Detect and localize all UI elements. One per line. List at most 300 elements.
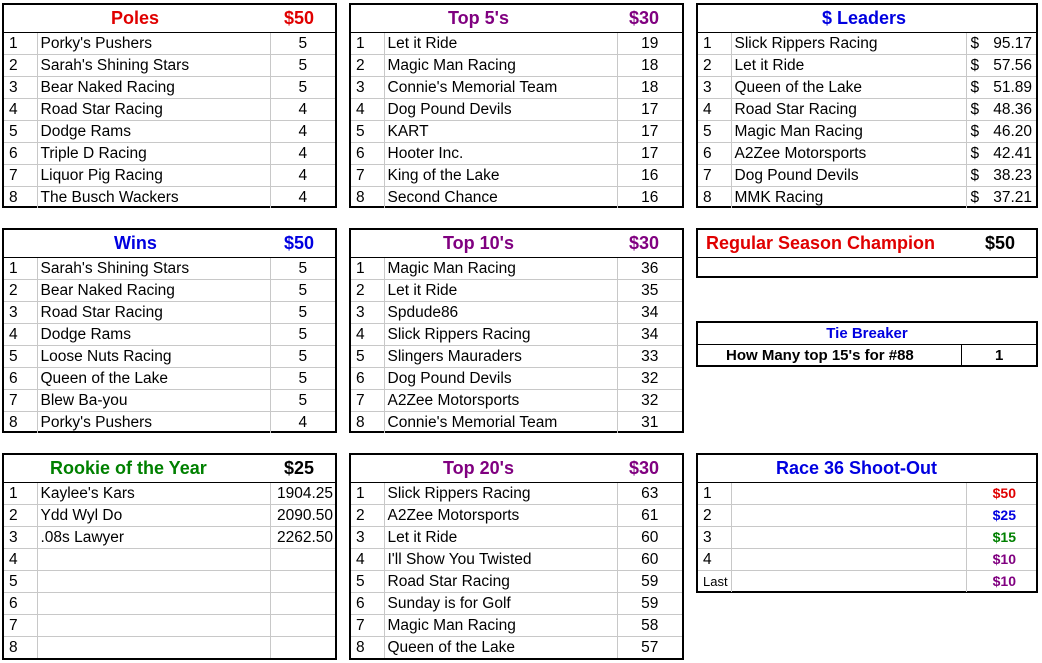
amount-value: 57.56 [993,57,1032,74]
rank-cell: 7 [351,165,384,187]
top10-title: Top 10's [443,233,514,253]
rank-cell: 3 [351,77,384,99]
table-row [698,483,1036,505]
count-cell: 16 [641,189,659,206]
team-name-cell[interactable] [37,571,270,593]
team-name-cell[interactable]: Dog Pound Devils [384,99,617,121]
rank-cell: 8 [698,187,731,209]
count-cell: 5 [270,346,335,368]
amount-value: 37.21 [993,189,1032,206]
rank-cell: 8 [4,412,37,434]
count-cell: 59 [617,593,682,615]
rank-cell: 2 [351,280,384,302]
team-name-cell[interactable]: The Busch Wackers [37,187,270,209]
score-cell[interactable] [270,549,335,571]
dollar-sign: $ [970,189,980,206]
team-name-cell[interactable]: Magic Man Racing [384,55,617,77]
table-row [698,77,1036,99]
count-cell: 4 [270,143,335,165]
champion-entry-cell[interactable] [698,258,1036,277]
amount-cell [966,187,1036,209]
leaders-table [698,33,1036,208]
top5-panel [349,3,684,208]
score-cell[interactable]: 2262.50 [270,527,335,549]
count-cell: 4 [270,165,335,187]
rank-cell: 2 [698,55,731,77]
team-name-cell[interactable]: MMK Racing [731,187,966,209]
poles-title: Poles [111,8,160,28]
team-name-cell[interactable] [37,593,270,615]
count-cell: 5 [270,390,335,412]
table-row [698,99,1036,121]
amount-value: 51.89 [993,79,1032,96]
count-cell: 5 [270,280,335,302]
rank-cell: 4 [4,549,37,571]
rank-cell: 5 [4,571,37,593]
team-name-cell[interactable]: Road Star Racing [731,99,966,121]
rank-cell: 5 [4,346,37,368]
team-name-cell[interactable]: Magic Man Racing [731,121,966,143]
table-row [4,121,335,143]
table-row [4,593,335,615]
table-row [351,143,682,165]
count-cell: 19 [617,33,682,55]
team-name-cell[interactable]: A2Zee Motorsports [731,143,966,165]
table-row [351,346,682,368]
team-name-cell[interactable]: Spdude86 [384,302,617,324]
count-cell: 32 [617,368,682,390]
leaders-header [698,5,1036,33]
count-cell: 17 [617,121,682,143]
table-row [351,187,682,209]
amount-cell [966,165,1036,187]
team-name-cell[interactable] [731,571,966,593]
team-name-cell[interactable]: KART [384,121,617,143]
rank-cell: 4 [351,549,384,571]
table-row [4,549,335,571]
rank-cell: 5 [4,121,37,143]
team-name-cell[interactable] [731,527,966,549]
table-row [351,121,682,143]
rookie-prize: $25 [284,458,315,478]
team-name-cell[interactable]: Dog Pound Devils [384,368,617,390]
dollar-sign: $ [970,123,980,140]
top10-table [351,258,682,433]
rank-cell: 5 [351,121,384,143]
rank-cell: 4 [351,99,384,121]
table-row [4,77,335,99]
dollar-sign: $ [970,167,980,184]
top5-table [351,33,682,208]
count-cell: 57 [641,639,659,656]
rank-cell: 1 [4,33,37,55]
wins-panel [2,228,337,433]
top5-prize: $30 [629,8,660,28]
table-row [4,280,335,302]
table-row [351,593,682,615]
rank-cell: 1 [698,483,731,505]
table-row [698,571,1036,593]
rank-cell: 6 [4,368,37,390]
table-row [4,99,335,121]
rank-cell: 7 [4,390,37,412]
table-row [351,505,682,527]
team-name-cell[interactable]: Let it Ride [384,33,617,55]
shootout-table [698,483,1036,592]
rank-cell: 6 [351,368,384,390]
prize-cell: $15 [966,527,1036,549]
rank-cell: 3 [698,77,731,99]
top20-prize: $30 [629,458,660,478]
rank-cell: 7 [4,165,37,187]
count-cell: 4 [270,121,335,143]
rank-cell: 4 [4,99,37,121]
dollar-sign: $ [970,101,980,118]
table-row [4,412,335,434]
rank-cell: 3 [4,302,37,324]
count-cell: 17 [617,143,682,165]
count-cell: 31 [641,414,659,431]
score-cell[interactable]: 1904.25 [270,483,335,505]
count-cell: 61 [617,505,682,527]
count-cell: 58 [617,615,682,637]
count-cell: 36 [617,258,682,280]
table-row [4,483,335,505]
table-row [698,505,1036,527]
rank-cell: 8 [351,637,384,659]
count-cell: 32 [617,390,682,412]
count-cell: 18 [617,77,682,99]
tiebreaker-answer[interactable]: 1 [995,347,1004,364]
team-name-cell[interactable]: Ydd Wyl Do [37,505,270,527]
amount-value: 95.17 [993,35,1032,52]
team-name-cell[interactable]: Road Star Racing [37,99,270,121]
rank-cell: 4 [698,99,731,121]
rank-cell: 2 [351,505,384,527]
tiebreaker-title: Tie Breaker [698,323,1036,345]
team-name-cell[interactable]: Let it Ride [384,527,617,549]
table-row [4,368,335,390]
poles-panel [2,3,337,208]
count-cell: 35 [617,280,682,302]
count-cell: 4 [298,189,308,206]
top20-table [351,483,682,658]
team-name-cell[interactable]: Sunday is for Golf [384,593,617,615]
count-cell: 17 [617,99,682,121]
rookie-table [4,483,335,658]
prize-cell: $10 [966,549,1036,571]
rank-cell: 1 [4,258,37,280]
prize-cell: $25 [966,505,1036,527]
team-name-cell[interactable]: Porky's Pushers [37,412,270,434]
prize-cell: $50 [966,483,1036,505]
rookie-panel [2,453,337,660]
rank-cell: 4 [698,549,731,571]
rank-cell: 8 [351,412,384,434]
poles-header [4,5,335,33]
rank-cell: 7 [698,165,731,187]
amount-cell [966,121,1036,143]
rank-cell: Last [698,571,731,593]
amount-cell [966,33,1036,55]
count-cell: 4 [298,414,308,431]
rank-cell: 2 [698,505,731,527]
dollar-sign: $ [970,57,980,74]
rank-cell: 2 [4,55,37,77]
score-cell[interactable] [270,593,335,615]
team-name-cell[interactable]: Second Chance [384,187,617,209]
rank-cell: 2 [4,505,37,527]
team-name-cell[interactable]: Slingers Mauraders [384,346,617,368]
rank-cell: 6 [4,593,37,615]
poles-table [4,33,335,208]
tiebreaker-question: How Many top 15's for #88 [726,347,914,364]
table-row [351,615,682,637]
table-row [698,55,1036,77]
amount-cell [966,55,1036,77]
count-cell: 5 [270,258,335,280]
team-name-cell[interactable]: Connie's Memorial Team [384,412,617,434]
team-name-cell[interactable]: .08s Lawyer [37,527,270,549]
team-name-cell[interactable]: Blew Ba-you [37,390,270,412]
count-cell: 5 [270,368,335,390]
tiebreaker-panel [696,321,1038,367]
team-name-cell[interactable] [37,615,270,637]
leaders-panel [696,3,1038,208]
table-row [4,258,335,280]
team-name-cell[interactable]: Dodge Rams [37,324,270,346]
rank-cell: 6 [4,143,37,165]
team-name-cell[interactable]: Dodge Rams [37,121,270,143]
table-row [351,302,682,324]
champion-panel [696,228,1038,278]
rookie-title: Rookie of the Year [50,458,207,478]
rank-cell: 8 [351,187,384,209]
team-name-cell[interactable]: Slick Rippers Racing [731,33,966,55]
team-name-cell[interactable] [37,549,270,571]
team-name-cell[interactable]: I'll Show You Twisted [384,549,617,571]
table-row [698,549,1036,571]
team-name-cell[interactable]: King of the Lake [384,165,617,187]
rank-cell: 4 [351,324,384,346]
top10-panel [349,228,684,433]
top5-header [351,5,682,33]
team-name-cell[interactable] [731,483,966,505]
table-row [4,55,335,77]
rank-cell: 4 [4,324,37,346]
team-name-cell[interactable]: Road Star Racing [384,571,617,593]
table-row [4,187,335,209]
count-cell: 5 [270,55,335,77]
count-cell: 16 [617,165,682,187]
table-row [698,165,1036,187]
rank-cell: 1 [4,483,37,505]
team-name-cell[interactable]: Dog Pound Devils [731,165,966,187]
table-row [4,390,335,412]
table-row [351,549,682,571]
amount-cell [966,143,1036,165]
team-name-cell[interactable]: Slick Rippers Racing [384,324,617,346]
table-row [351,324,682,346]
table-row [698,121,1036,143]
rank-cell: 1 [351,258,384,280]
count-cell: 34 [617,302,682,324]
shootout-title: Race 36 Shoot-Out [776,458,938,478]
team-name-cell[interactable]: A2Zee Motorsports [384,505,617,527]
table-row [351,99,682,121]
amount-cell [966,99,1036,121]
top10-prize: $30 [629,233,660,253]
table-row [351,390,682,412]
table-row [698,33,1036,55]
dollar-sign: $ [970,79,980,96]
team-name-cell[interactable] [731,549,966,571]
rank-cell: 2 [4,280,37,302]
rank-cell: 7 [351,615,384,637]
table-row [351,55,682,77]
rank-cell: 1 [351,483,384,505]
wins-table [4,258,335,433]
rank-cell: 5 [351,571,384,593]
team-name-cell[interactable]: Slick Rippers Racing [384,483,617,505]
table-row [698,187,1036,209]
rookie-header [4,455,335,483]
wins-title: Wins [114,233,157,253]
count-cell: 5 [270,324,335,346]
count-cell: 60 [617,549,682,571]
table-row [351,258,682,280]
team-name-cell[interactable]: Let it Ride [384,280,617,302]
team-name-cell[interactable]: Bear Naked Racing [37,77,270,99]
team-name-cell[interactable]: Magic Man Racing [384,258,617,280]
count-cell: 4 [270,99,335,121]
table-row [698,143,1036,165]
team-name-cell[interactable] [731,505,966,527]
table-row [351,33,682,55]
team-name-cell[interactable]: Loose Nuts Racing [37,346,270,368]
team-name-cell[interactable]: Queen of the Lake [731,77,966,99]
count-cell: 63 [617,483,682,505]
wins-header [4,230,335,258]
table-row [4,165,335,187]
top5-title: Top 5's [448,8,509,28]
top20-header [351,455,682,483]
rank-cell: 8 [4,187,37,209]
table-row [4,615,335,637]
team-name-cell[interactable]: Queen of the Lake [384,637,617,659]
team-name-cell[interactable]: Let it Ride [731,55,966,77]
team-name-cell[interactable] [37,637,270,659]
wins-prize: $50 [284,233,315,253]
table-row [4,527,335,549]
team-name-cell[interactable]: Road Star Racing [37,302,270,324]
table-row [351,637,682,659]
rank-cell: 7 [4,615,37,637]
champion-prize: $50 [985,233,1016,253]
amount-value: 38.23 [993,167,1032,184]
table-row [351,527,682,549]
champion-title: Regular Season Champion [706,233,936,253]
count-cell: 34 [617,324,682,346]
rank-cell: 6 [351,593,384,615]
table-row [351,280,682,302]
team-name-cell[interactable]: Magic Man Racing [384,615,617,637]
score-cell[interactable] [270,615,335,637]
prize-cell: $10 [992,573,1016,589]
team-name-cell[interactable]: Hooter Inc. [384,143,617,165]
rank-cell: 5 [698,121,731,143]
rank-cell: 3 [351,527,384,549]
score-cell[interactable] [270,637,335,659]
champion-header [698,230,1036,258]
rank-cell: 5 [351,346,384,368]
dollar-sign: $ [970,35,980,52]
table-row [351,77,682,99]
rank-cell: 1 [351,33,384,55]
team-name-cell[interactable]: Sarah's Shining Stars [37,55,270,77]
team-name-cell[interactable]: A2Zee Motorsports [384,390,617,412]
table-row [351,165,682,187]
table-row [351,412,682,434]
team-name-cell[interactable]: Queen of the Lake [37,368,270,390]
count-cell: 33 [617,346,682,368]
score-cell[interactable] [270,571,335,593]
team-name-cell[interactable]: Kaylee's Kars [37,483,270,505]
amount-cell [966,77,1036,99]
table-row [4,324,335,346]
table-row [351,571,682,593]
team-name-cell[interactable]: Triple D Racing [37,143,270,165]
amount-value: 48.36 [993,101,1032,118]
table-row [4,505,335,527]
amount-value: 42.41 [993,145,1032,162]
rank-cell: 1 [698,33,731,55]
table-row [4,637,335,659]
amount-value: 46.20 [993,123,1032,140]
count-cell: 60 [617,527,682,549]
table-row [4,346,335,368]
rank-cell: 3 [4,77,37,99]
table-row [4,302,335,324]
rank-cell: 3 [4,527,37,549]
leaders-title: $ Leaders [822,8,907,28]
poles-prize: $50 [284,8,315,28]
rank-cell: 2 [351,55,384,77]
count-cell: 5 [270,33,335,55]
team-name-cell[interactable]: Porky's Pushers [37,33,270,55]
table-row [351,368,682,390]
top10-header [351,230,682,258]
rank-cell: 6 [698,143,731,165]
rank-cell: 7 [351,390,384,412]
rank-cell: 3 [351,302,384,324]
team-name-cell[interactable]: Bear Naked Racing [37,280,270,302]
shootout-panel [696,453,1038,593]
team-name-cell[interactable]: Sarah's Shining Stars [37,258,270,280]
team-name-cell[interactable]: Liquor Pig Racing [37,165,270,187]
table-row [351,483,682,505]
table-row [4,571,335,593]
count-cell: 5 [270,302,335,324]
top20-title: Top 20's [443,458,514,478]
team-name-cell[interactable]: Connie's Memorial Team [384,77,617,99]
table-row [4,143,335,165]
dollar-sign: $ [970,145,980,162]
table-row [4,33,335,55]
rank-cell: 3 [698,527,731,549]
score-cell[interactable]: 2090.50 [270,505,335,527]
count-cell: 59 [617,571,682,593]
